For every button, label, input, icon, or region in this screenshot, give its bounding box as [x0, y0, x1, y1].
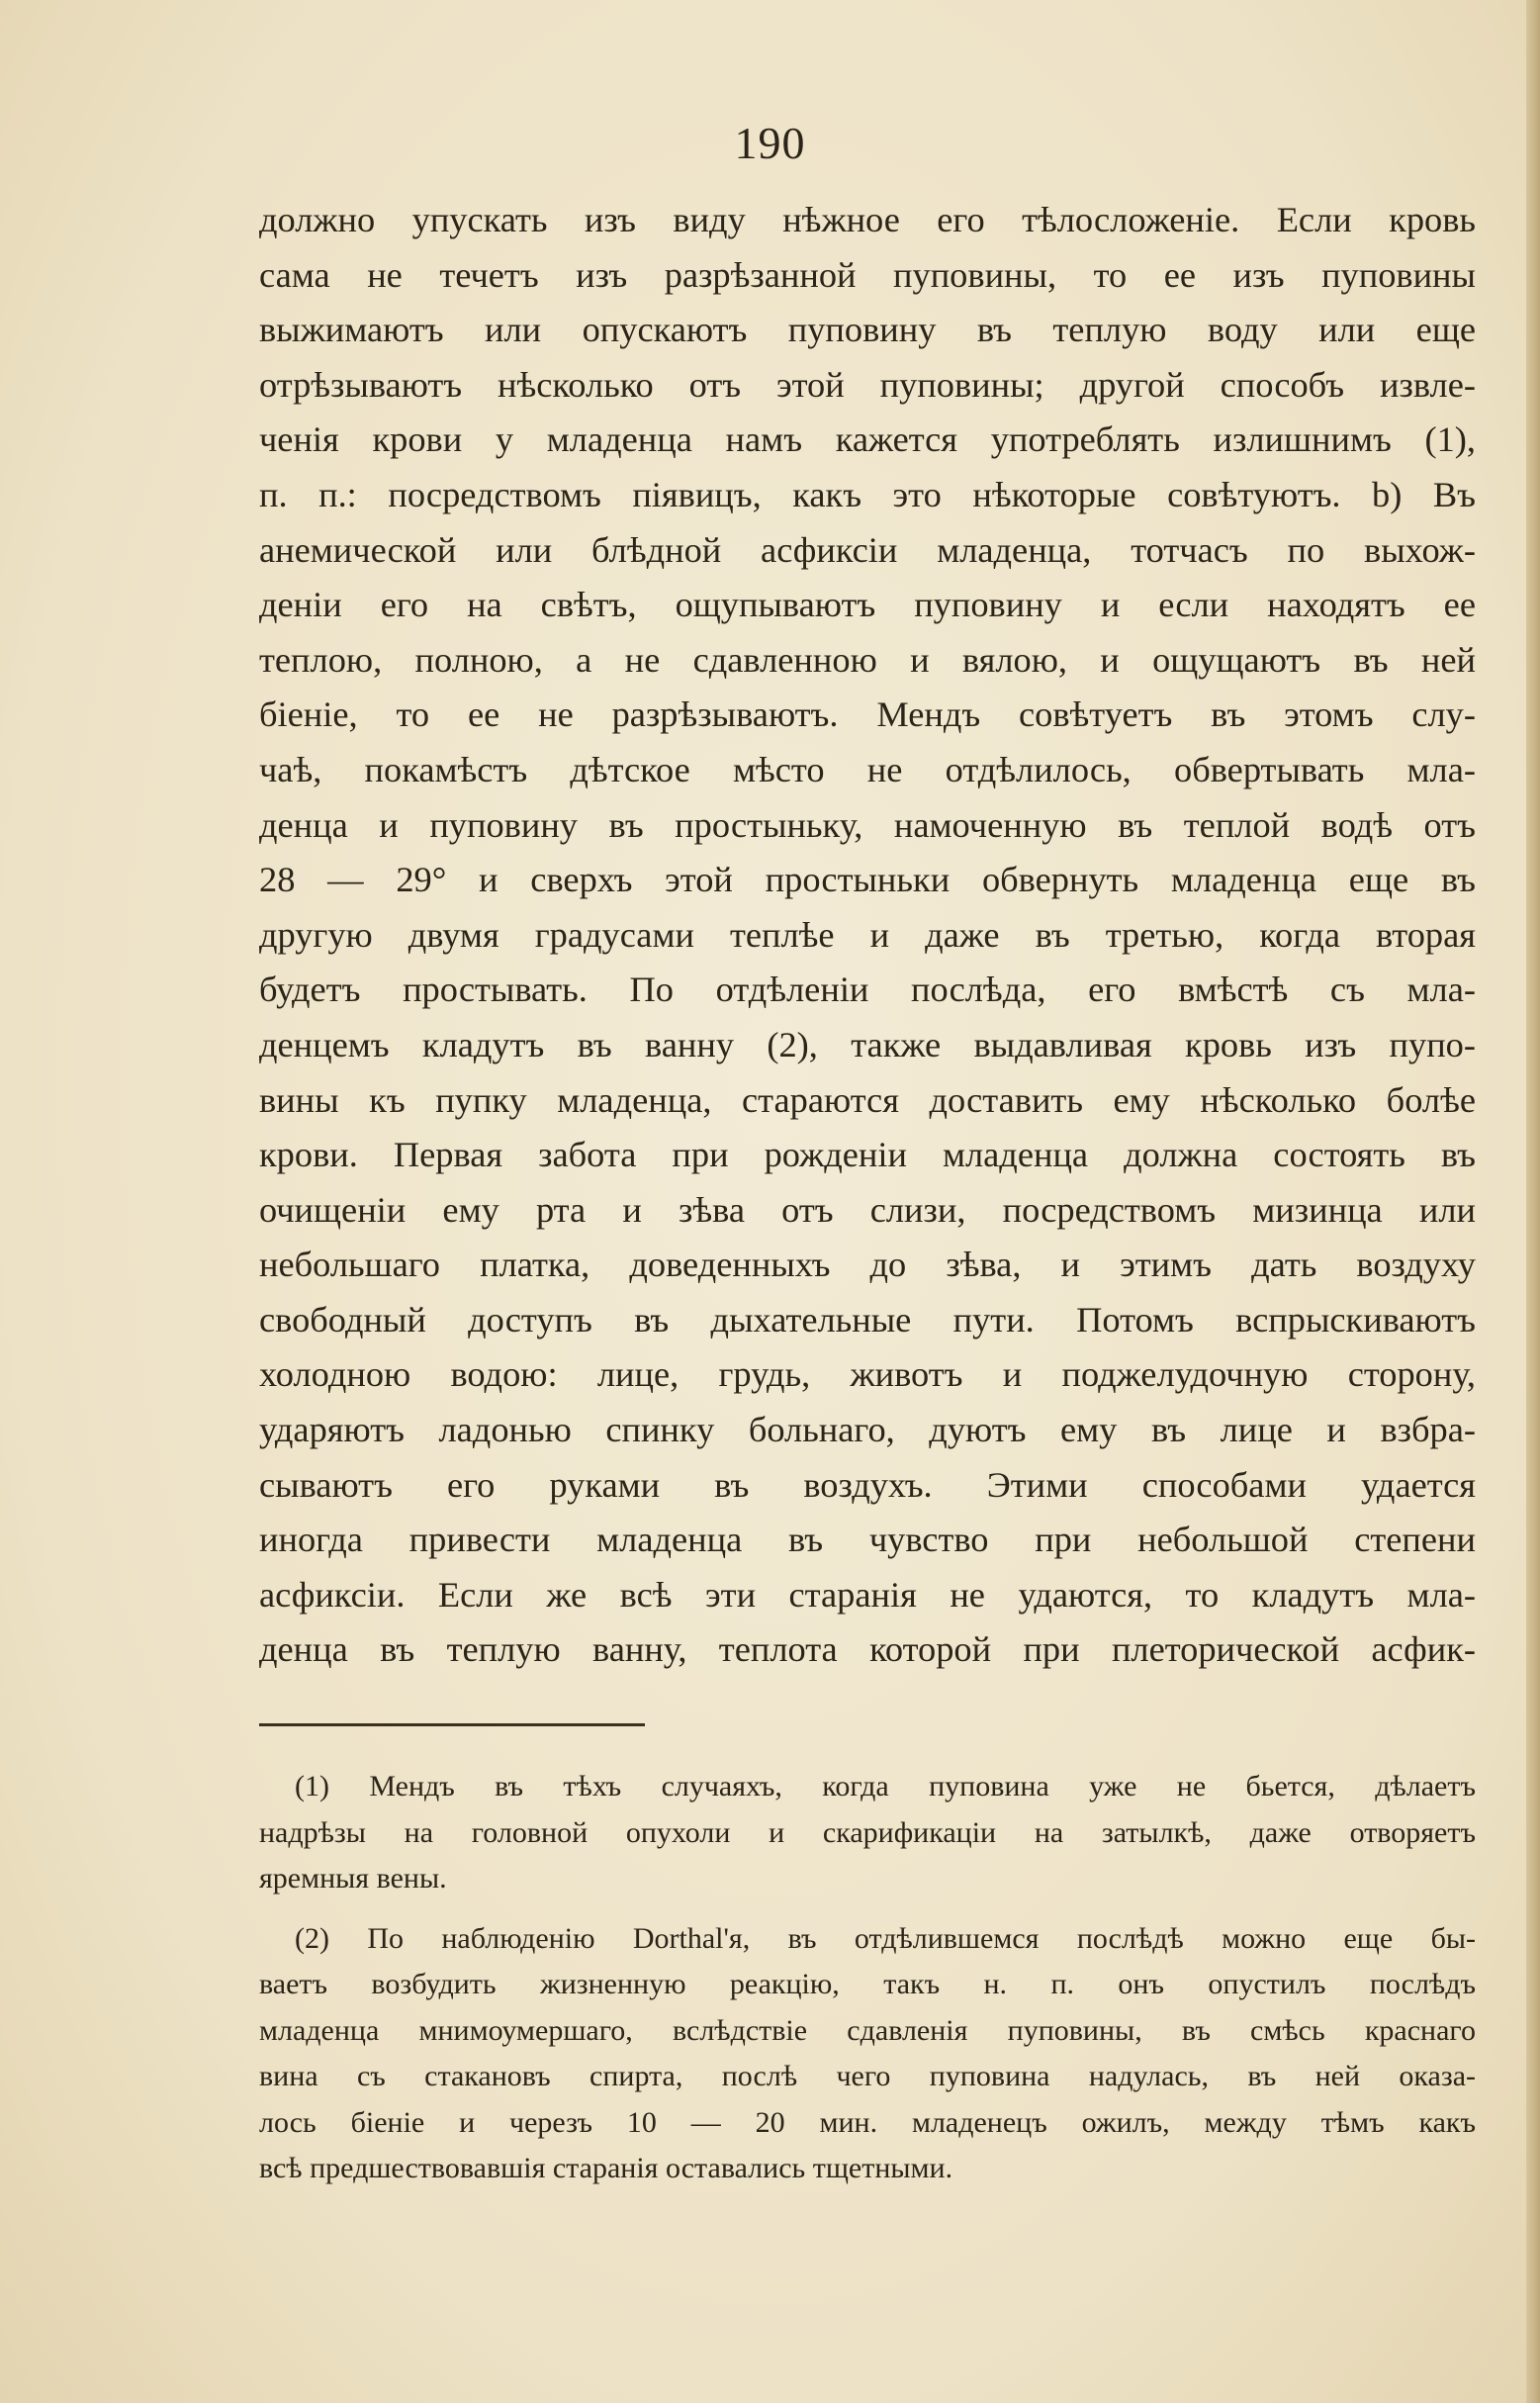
footnote-1 — [259, 1764, 1476, 1902]
footnote-divider — [259, 1723, 645, 1726]
footnote-line: яремныя вены. — [259, 1862, 447, 1895]
text-line: п. п.: посредствомъ піявицъ, какъ это нѣкоторые совѣтуютъ. b) Въ — [259, 474, 1476, 514]
text-line: иногда привести младенца въ чувство при небольшой степени — [259, 1520, 1476, 1560]
text-line: ченія крови у младенца намъ кажется употреблять излишнимъ (1), — [259, 419, 1476, 460]
text-line: очищеніи ему рта и зѣва отъ слизи, посредствомъ мизинца или — [259, 1189, 1476, 1230]
footnote-line: ваетъ возбудить жизненную реакцію, такъ н. п. онъ опустилъ послѣдъ — [259, 1968, 1476, 2000]
page-edge — [1526, 0, 1540, 2403]
text-line: выжимаютъ или опускаютъ пуповину въ теплую воду или еще — [259, 310, 1476, 350]
footnote-line: всѣ предшествовавшія старанія оставались тщетными. — [259, 2152, 953, 2184]
footnote-2 — [259, 1916, 1476, 2192]
text-line: чаѣ, покамѣстъ дѣтское мѣсто не отдѣлилось, обвертывать мла- — [259, 749, 1476, 789]
text-line: асфиксіи. Если же всѣ эти старанія не удаются, то кладутъ мла- — [259, 1574, 1476, 1615]
text-line: другую двумя градусами теплѣе и даже въ третью, когда вторая — [259, 914, 1476, 955]
footnote-line: надрѣзы на головной опухоли и скарификаціи на затылкѣ, даже отворяетъ — [259, 1815, 1476, 1849]
text-line: свободный доступъ въ дыхательные пути. Потомъ вспрыскиваютъ — [259, 1299, 1476, 1340]
page-number: 190 — [734, 118, 806, 168]
text-line: анемической или блѣдной асфиксіи младенца, тотчасъ по выхож- — [259, 529, 1476, 570]
text-line: небольшаго платка, доведенныхъ до зѣва, и этимъ дать воздуху — [259, 1245, 1476, 1285]
text-line: ударяютъ ладонью спинку больнаго, дуютъ ему въ лице и взбра- — [259, 1410, 1476, 1450]
text-line: отрѣзываютъ нѣсколько отъ этой пуповины; другой способъ извле- — [259, 364, 1476, 405]
text-line: сама не течетъ изъ разрѣзанной пуповины, то ее изъ пуповины — [259, 254, 1476, 295]
text-line: вины къ пупку младенца, стараются доставить ему нѣсколько болѣе — [259, 1079, 1476, 1120]
footnote-line: младенца мнимоумершаго, вслѣдствіе сдавленія пуповины, въ смѣсь краснаго — [259, 2013, 1476, 2047]
text-line: деніи его на свѣтъ, ощупываютъ пуповину и если находятъ ее — [259, 585, 1476, 625]
text-line: холодною водою: лице, грудь, животъ и поджелудочную сторону, — [259, 1354, 1476, 1395]
text-line: біеніе, то ее не разрѣзываютъ. Мендъ совѣтуетъ въ этомъ слу- — [259, 694, 1476, 735]
text-line: теплою, полною, а не сдавленною и вялою, и ощущаютъ въ ней — [259, 639, 1476, 680]
text-line: денца и пуповину въ простыньку, намоченную въ теплой водѣ отъ — [259, 804, 1476, 845]
footnote-line: лось біеніе и черезъ 10 — 20 мин. младенецъ ожилъ, между тѣмъ какъ — [259, 2105, 1476, 2139]
text-line: денца въ теплую ванну, теплота которой при плеторической асфик- — [259, 1629, 1476, 1670]
footnote-line: (2) По наблюденію Dorthal'я, въ отдѣлившемся послѣдѣ можно еще бы- — [295, 1921, 1476, 1955]
text-line: должно упускать изъ виду нѣжное его тѣлосложеніе. Если кровь — [259, 200, 1476, 239]
text-line: будетъ простывать. По отдѣленіи послѣда, его вмѣстѣ съ мла- — [259, 970, 1476, 1010]
footnotes — [259, 1764, 1476, 2206]
footnote-line: вина съ стакановъ спирта, послѣ чего пуповина надулась, въ ней оказа- — [259, 2060, 1476, 2092]
footnote-line: (1) Мендъ въ тѣхъ случаяхъ, когда пуповина уже не бьется, дѣлаетъ — [295, 1770, 1476, 1802]
text-line: денцемъ кладутъ въ ванну (2), также выдавливая кровь изъ пупо- — [259, 1024, 1476, 1064]
text-line: сываютъ его руками въ воздухъ. Этими способами удается — [259, 1464, 1476, 1505]
text-line: крови. Первая забота при рожденіи младенца должна состоять въ — [259, 1135, 1476, 1175]
main-text — [259, 193, 1476, 1678]
text-line: 28 — 29° и сверхъ этой простыньки обвернуть младенца еще въ — [259, 860, 1476, 900]
